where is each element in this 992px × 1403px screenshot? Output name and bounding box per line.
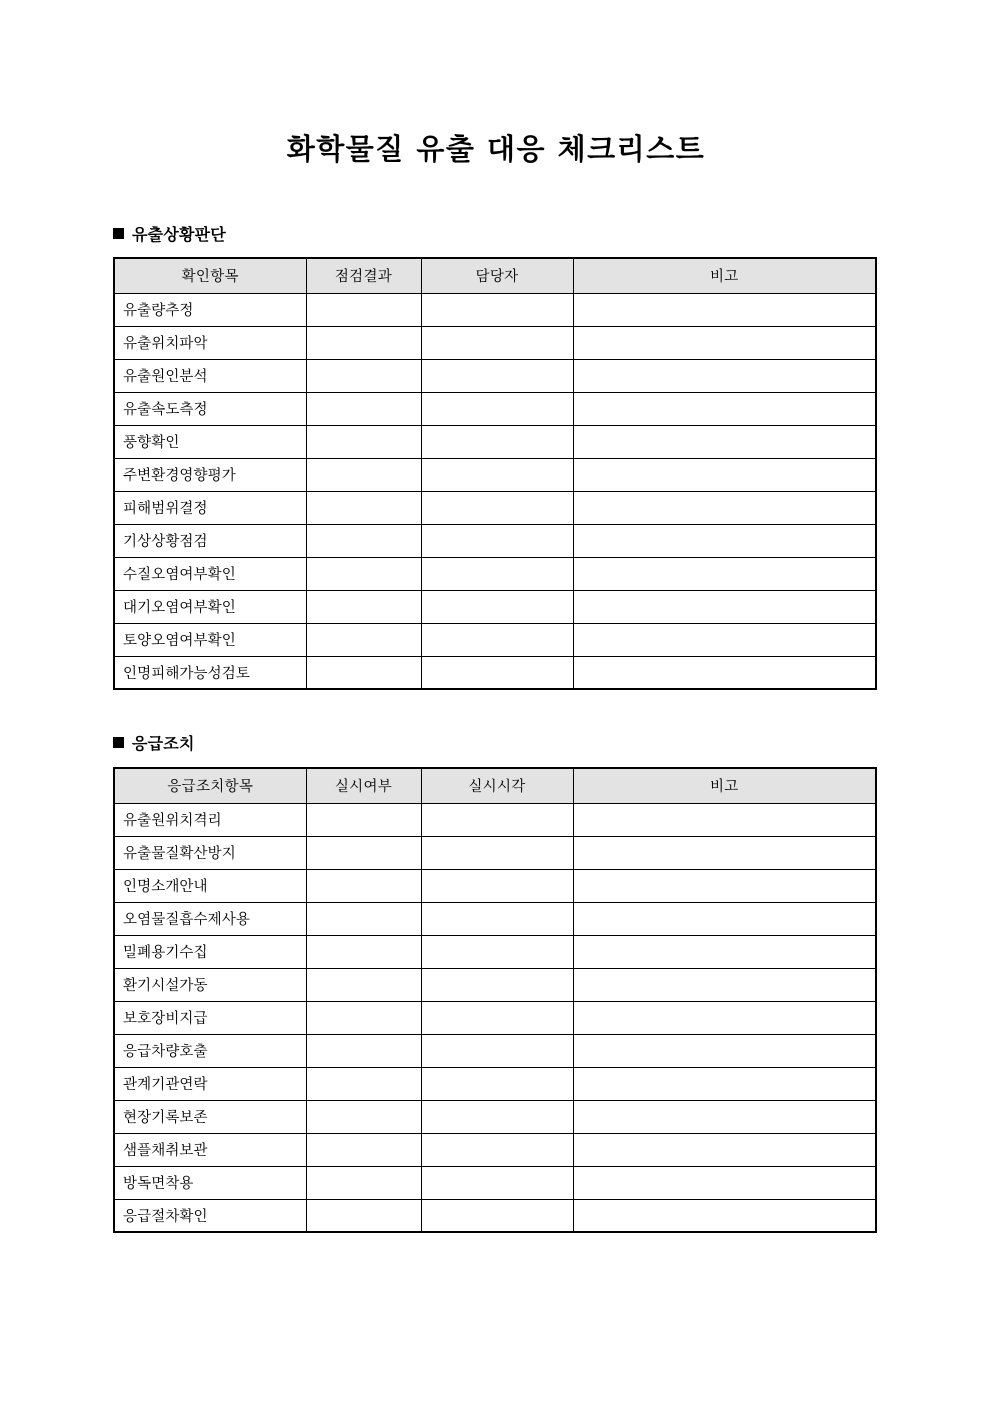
performed-field[interactable] <box>306 1067 421 1100</box>
table-row <box>114 1100 876 1133</box>
table-row <box>114 836 876 869</box>
checklist-item-label: 주변환경영향평가 <box>114 458 306 491</box>
note-field[interactable] <box>573 1166 876 1199</box>
note-field[interactable] <box>573 1199 876 1232</box>
time-field[interactable] <box>421 935 573 968</box>
table-row <box>114 623 876 656</box>
checklist-item-label: 응급차량호출 <box>114 1034 306 1067</box>
column-header-item: 확인항목 <box>114 258 306 293</box>
note-field[interactable] <box>573 656 876 689</box>
note-field[interactable] <box>573 491 876 524</box>
performed-field[interactable] <box>306 869 421 902</box>
checklist-item-label: 방독면착용 <box>114 1166 306 1199</box>
section-heading-emergency-measures <box>113 731 195 754</box>
table-row <box>114 392 876 425</box>
table-row <box>114 359 876 392</box>
checklist-item-label: 오염물질흡수제사용 <box>114 902 306 935</box>
section-heading-label: 응급조치 <box>132 734 195 753</box>
check-result-field[interactable] <box>306 590 421 623</box>
owner-field[interactable] <box>421 458 573 491</box>
column-header-note: 비고 <box>573 258 876 293</box>
note-field[interactable] <box>573 623 876 656</box>
check-result-field[interactable] <box>306 326 421 359</box>
owner-field[interactable] <box>421 392 573 425</box>
table-row <box>114 1067 876 1100</box>
checklist-item-label: 인명소개안내 <box>114 869 306 902</box>
note-field[interactable] <box>573 1001 876 1034</box>
time-field[interactable] <box>421 803 573 836</box>
time-field[interactable] <box>421 1133 573 1166</box>
performed-field[interactable] <box>306 1100 421 1133</box>
note-field[interactable] <box>573 902 876 935</box>
time-field[interactable] <box>421 836 573 869</box>
table-header-row <box>114 258 876 293</box>
column-header-note: 비고 <box>573 768 876 803</box>
check-result-field[interactable] <box>306 524 421 557</box>
checklist-item-label: 현장기록보존 <box>114 1100 306 1133</box>
table-row <box>114 425 876 458</box>
note-field[interactable] <box>573 326 876 359</box>
table-row <box>114 803 876 836</box>
check-result-field[interactable] <box>306 623 421 656</box>
note-field[interactable] <box>573 359 876 392</box>
note-field[interactable] <box>573 425 876 458</box>
check-result-field[interactable] <box>306 425 421 458</box>
table-row <box>114 1034 876 1067</box>
table-row <box>114 1166 876 1199</box>
note-field[interactable] <box>573 1100 876 1133</box>
checklist-table-situation-assessment <box>113 257 877 690</box>
column-header-time: 실시시각 <box>421 768 573 803</box>
note-field[interactable] <box>573 392 876 425</box>
check-result-field[interactable] <box>306 392 421 425</box>
table-row <box>114 869 876 902</box>
checklist-item-label: 보호장비지급 <box>114 1001 306 1034</box>
checklist-item-label: 유출원인분석 <box>114 359 306 392</box>
table-row <box>114 1133 876 1166</box>
table-header-row <box>114 768 876 803</box>
checklist-item-label: 인명피해가능성검토 <box>114 656 306 689</box>
note-field[interactable] <box>573 557 876 590</box>
section-heading-label: 유출상황판단 <box>132 225 226 244</box>
checklist-item-label: 풍향확인 <box>114 425 306 458</box>
note-field[interactable] <box>573 458 876 491</box>
table-row <box>114 491 876 524</box>
note-field[interactable] <box>573 1133 876 1166</box>
note-field[interactable] <box>573 1067 876 1100</box>
table-row <box>114 656 876 689</box>
checklist-table-emergency-measures <box>113 767 877 1233</box>
owner-field[interactable] <box>421 425 573 458</box>
note-field[interactable] <box>573 968 876 1001</box>
owner-field[interactable] <box>421 293 573 326</box>
table-row <box>114 590 876 623</box>
performed-field[interactable] <box>306 836 421 869</box>
checklist-item-label: 수질오염여부확인 <box>114 557 306 590</box>
time-field[interactable] <box>421 1067 573 1100</box>
table-row <box>114 557 876 590</box>
column-header-owner: 담당자 <box>421 258 573 293</box>
note-field[interactable] <box>573 836 876 869</box>
performed-field[interactable] <box>306 803 421 836</box>
owner-field[interactable] <box>421 623 573 656</box>
performed-field[interactable] <box>306 902 421 935</box>
performed-field[interactable] <box>306 1166 421 1199</box>
checklist-item-label: 기상상황점검 <box>114 524 306 557</box>
table-row <box>114 935 876 968</box>
check-result-field[interactable] <box>306 293 421 326</box>
table-row <box>114 326 876 359</box>
checklist-item-label: 토양오염여부확인 <box>114 623 306 656</box>
table-row <box>114 1199 876 1232</box>
note-field[interactable] <box>573 524 876 557</box>
checklist-item-label: 대기오염여부확인 <box>114 590 306 623</box>
note-field[interactable] <box>573 1034 876 1067</box>
checklist-item-label: 유출위치파악 <box>114 326 306 359</box>
checklist-item-label: 유출물질확산방지 <box>114 836 306 869</box>
square-bullet-icon <box>113 228 124 239</box>
time-field[interactable] <box>421 1100 573 1133</box>
owner-field[interactable] <box>421 491 573 524</box>
table-row <box>114 968 876 1001</box>
performed-field[interactable] <box>306 1034 421 1067</box>
owner-field[interactable] <box>421 326 573 359</box>
time-field[interactable] <box>421 869 573 902</box>
owner-field[interactable] <box>421 656 573 689</box>
checklist-item-label: 유출량추정 <box>114 293 306 326</box>
owner-field[interactable] <box>421 524 573 557</box>
table-row <box>114 458 876 491</box>
table-row <box>114 293 876 326</box>
checklist-item-label: 피해범위결정 <box>114 491 306 524</box>
time-field[interactable] <box>421 1199 573 1232</box>
page-title: 화학물질 유출 대응 체크리스트 <box>286 132 706 166</box>
note-field[interactable] <box>573 803 876 836</box>
checklist-item-label: 관계기관연락 <box>114 1067 306 1100</box>
performed-field[interactable] <box>306 968 421 1001</box>
note-field[interactable] <box>573 935 876 968</box>
check-result-field[interactable] <box>306 557 421 590</box>
check-result-field[interactable] <box>306 359 421 392</box>
square-bullet-icon <box>113 737 124 748</box>
owner-field[interactable] <box>421 557 573 590</box>
performed-field[interactable] <box>306 1001 421 1034</box>
note-field[interactable] <box>573 869 876 902</box>
note-field[interactable] <box>573 293 876 326</box>
checklist-item-label: 유출속도측정 <box>114 392 306 425</box>
performed-field[interactable] <box>306 1133 421 1166</box>
time-field[interactable] <box>421 968 573 1001</box>
checklist-item-label: 응급절차확인 <box>114 1199 306 1232</box>
checklist-item-label: 환기시설가동 <box>114 968 306 1001</box>
column-header-item: 응급조치항목 <box>114 768 306 803</box>
table-row <box>114 902 876 935</box>
check-result-field[interactable] <box>306 491 421 524</box>
table-row <box>114 1001 876 1034</box>
owner-field[interactable] <box>421 590 573 623</box>
performed-field[interactable] <box>306 935 421 968</box>
checklist-item-label: 유출원위치격리 <box>114 803 306 836</box>
note-field[interactable] <box>573 590 876 623</box>
time-field[interactable] <box>421 1034 573 1067</box>
check-result-field[interactable] <box>306 458 421 491</box>
check-result-field[interactable] <box>306 656 421 689</box>
section-heading-situation-assessment <box>113 222 226 245</box>
table-row <box>114 524 876 557</box>
time-field[interactable] <box>421 1001 573 1034</box>
checklist-item-label: 샘플채취보관 <box>114 1133 306 1166</box>
owner-field[interactable] <box>421 359 573 392</box>
time-field[interactable] <box>421 902 573 935</box>
time-field[interactable] <box>421 1166 573 1199</box>
column-header-performed: 실시여부 <box>306 768 421 803</box>
checklist-item-label: 밀폐용기수집 <box>114 935 306 968</box>
performed-field[interactable] <box>306 1199 421 1232</box>
column-header-result: 점검결과 <box>306 258 421 293</box>
